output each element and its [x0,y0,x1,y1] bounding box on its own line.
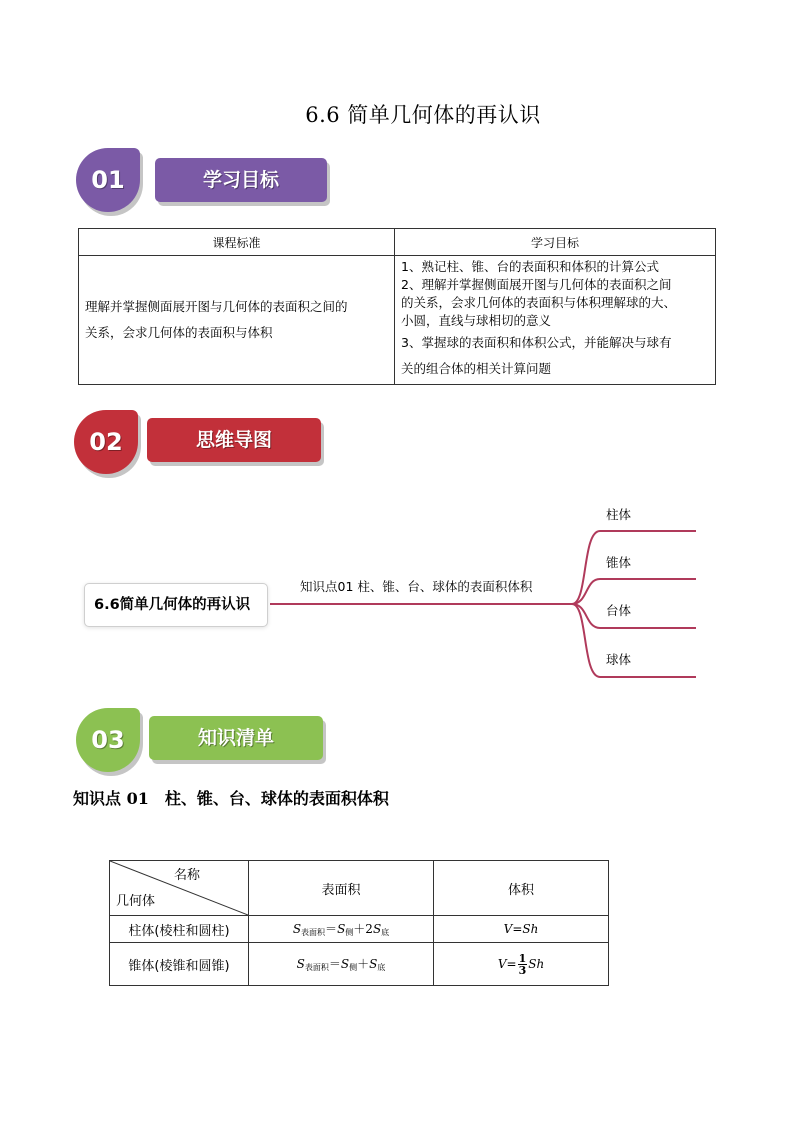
symbol-s: S [292,922,302,936]
plus-term: ＋2 [353,922,373,936]
row-name-pyramid: 锥体(棱锥和圆锥) [110,943,249,986]
volume-formula-text: V=Sh [503,921,539,936]
volume-suffix: Sh [528,957,545,971]
course-standard-cell [79,256,395,385]
goals-header-objective: 学习目标 [395,229,716,256]
plus-term: ＋ [357,957,370,971]
section-01-circle [76,148,140,212]
objective-line: 2、理解并掌握侧面展开图与几何体的表面积之间 [401,277,672,292]
diag-header-solid: 几何体 [116,894,156,909]
mind-map-leaf-columns: 柱体 [606,507,632,522]
formula-table [109,860,609,986]
subscript: 表面积 [304,963,329,972]
prism-surface-area-formula [249,916,434,943]
subscript: 侧 [349,963,358,972]
objective-line: 1、熟记柱、锥、台的表面积和体积的计算公式 [401,259,659,274]
learning-objective-cell [395,256,716,385]
leaf-connector-frustums [572,604,696,628]
subscript: 表面积 [301,928,326,937]
mind-map-root: 6.6简单几何体的再认识 [84,583,268,627]
standard-line: 理解并掌握侧面展开图与几何体的表面积之间的 [85,299,348,314]
prism-volume-formula [434,916,609,943]
row-name-prism: 柱体(棱柱和圆柱) [110,916,249,943]
leaf-connector-cones [572,579,696,604]
subscript: 侧 [345,928,354,937]
symbol-s: S [296,957,305,971]
equals-sign: ＝ [328,957,341,971]
mind-map-leaf-spheres: 球体 [606,652,632,667]
diag-header-name: 名称 [173,868,200,883]
objective-line: 关的组合体的相关计算问题 [401,361,552,376]
section-02-label: 思维导图 [147,418,321,462]
diagonal-header-cell [110,861,249,916]
objective-line: 的关系，会求几何体的表面积与体积理解球的大、 [401,295,677,310]
subscript: 底 [381,928,390,937]
section-02-circle [74,410,138,474]
page-title: 6.6 简单几何体的再认识 [305,103,541,127]
pyramid-surface-area-formula [249,943,434,986]
section-01-number: 01 [91,166,125,194]
objective-line: 小圆，直线与球相切的意义 [401,313,552,328]
mind-map-branch: 知识点01 柱、锥、台、球体的表面积体积 [300,579,533,594]
mind-map-leaf-frustums: 台体 [606,603,632,618]
pyramid-volume-formula [434,943,609,986]
section-01-label: 学习目标 [155,158,327,202]
symbol-s: S [369,957,378,971]
fraction-numerator: 1 [518,951,527,965]
col-header-volume: 体积 [434,861,609,916]
leaf-connector-spheres [572,604,696,677]
symbol-s: S [372,922,382,936]
equals-sign: ＝ [325,922,338,936]
section-02-number: 02 [89,428,123,456]
symbol-s: S [337,922,346,936]
fraction-denominator: 3 [518,963,527,977]
fraction [518,953,528,976]
subscript: 底 [377,963,386,972]
section-03-circle [76,708,140,772]
section-03-label: 知识清单 [149,716,323,760]
section-03-number: 03 [91,726,125,754]
standard-line: 关系，会求几何体的表面积与体积 [85,325,273,340]
symbol-s: S [340,957,350,971]
leaf-connector-columns [572,531,696,604]
volume-prefix: V= [497,957,517,971]
goals-header-standard: 课程标准 [79,229,395,256]
learning-goals-table [78,228,716,385]
objective-line: 3、掌握球的表面积和体积公式，并能解决与球有 [401,335,672,350]
mind-map-leaf-cones: 锥体 [606,555,632,570]
knowledge-point-heading: 知识点 01 柱、锥、台、球体的表面积体积 [73,789,389,808]
col-header-surface-area: 表面积 [249,861,434,916]
